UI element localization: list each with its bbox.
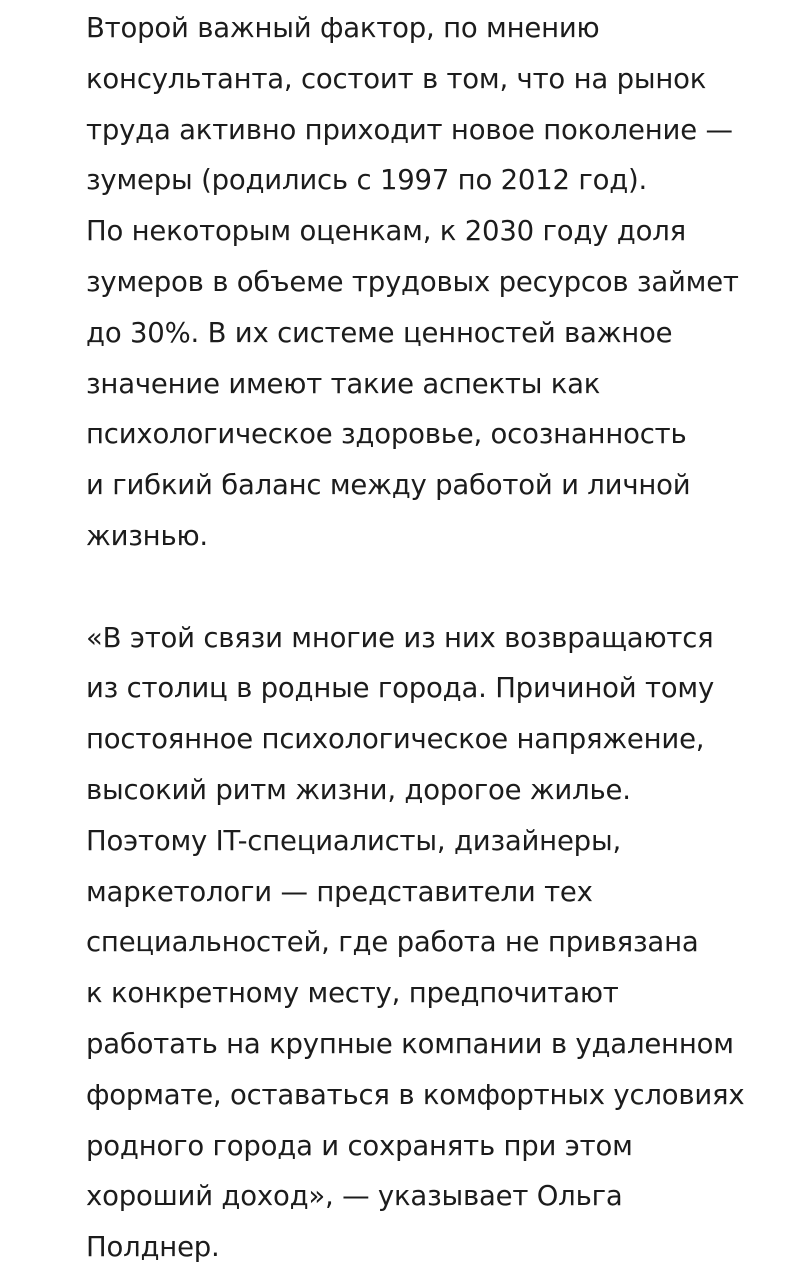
- article-body: [86, 3, 786, 1273]
- text-line: родного города и сохранять при этом: [86, 1129, 633, 1162]
- text-line: По некоторым оценкам, к 2030 году доля: [86, 215, 686, 248]
- text-line: работать на крупные компании в удаленном: [86, 1027, 734, 1060]
- text-line: и гибкий баланс между работой и личной: [86, 469, 691, 502]
- text-line: формате, оставаться в комфортных условиях: [86, 1078, 745, 1111]
- text-line: Поэтому IT-специалисты, дизайнеры,: [86, 824, 621, 857]
- text-line: постоянное психологическое напряжение,: [86, 723, 705, 756]
- text-line: жизнью.: [86, 519, 208, 552]
- text-line: из столиц в родные города. Причиной тому: [86, 672, 715, 705]
- text-line: специальностей, где работа не привязана: [86, 926, 699, 959]
- text-line: зумеров в объеме трудовых ресурсов займет: [86, 265, 739, 298]
- text-line: высокий ритм жизни, дорогое жилье.: [86, 773, 631, 806]
- text-line: консультанта, состоит в том, что на рынок: [86, 62, 707, 95]
- text-line: хороший доход», — указывает Ольга: [86, 1180, 623, 1213]
- paragraph-quote: [86, 613, 786, 1273]
- text-line: Второй важный фактор, по мнению: [86, 12, 600, 44]
- text-line: труда активно приходит новое поколение —: [86, 113, 733, 146]
- text-line: значение имеют такие аспекты как: [86, 367, 601, 400]
- text-line: к конкретному месту, предпочитают: [86, 977, 619, 1010]
- text-line: до 30%. В их системе ценностей важное: [86, 316, 673, 349]
- text-line: «В этой связи многие из них возвращаются: [86, 621, 714, 654]
- paragraph-zoomers: [86, 3, 786, 562]
- text-line: маркетологи — представители тех: [86, 875, 593, 908]
- text-line: психологическое здоровье, осознанность: [86, 418, 687, 451]
- text-line: зумеры (родились с 1997 по 2012 год).: [86, 164, 648, 197]
- text-line: Полднер.: [86, 1231, 220, 1264]
